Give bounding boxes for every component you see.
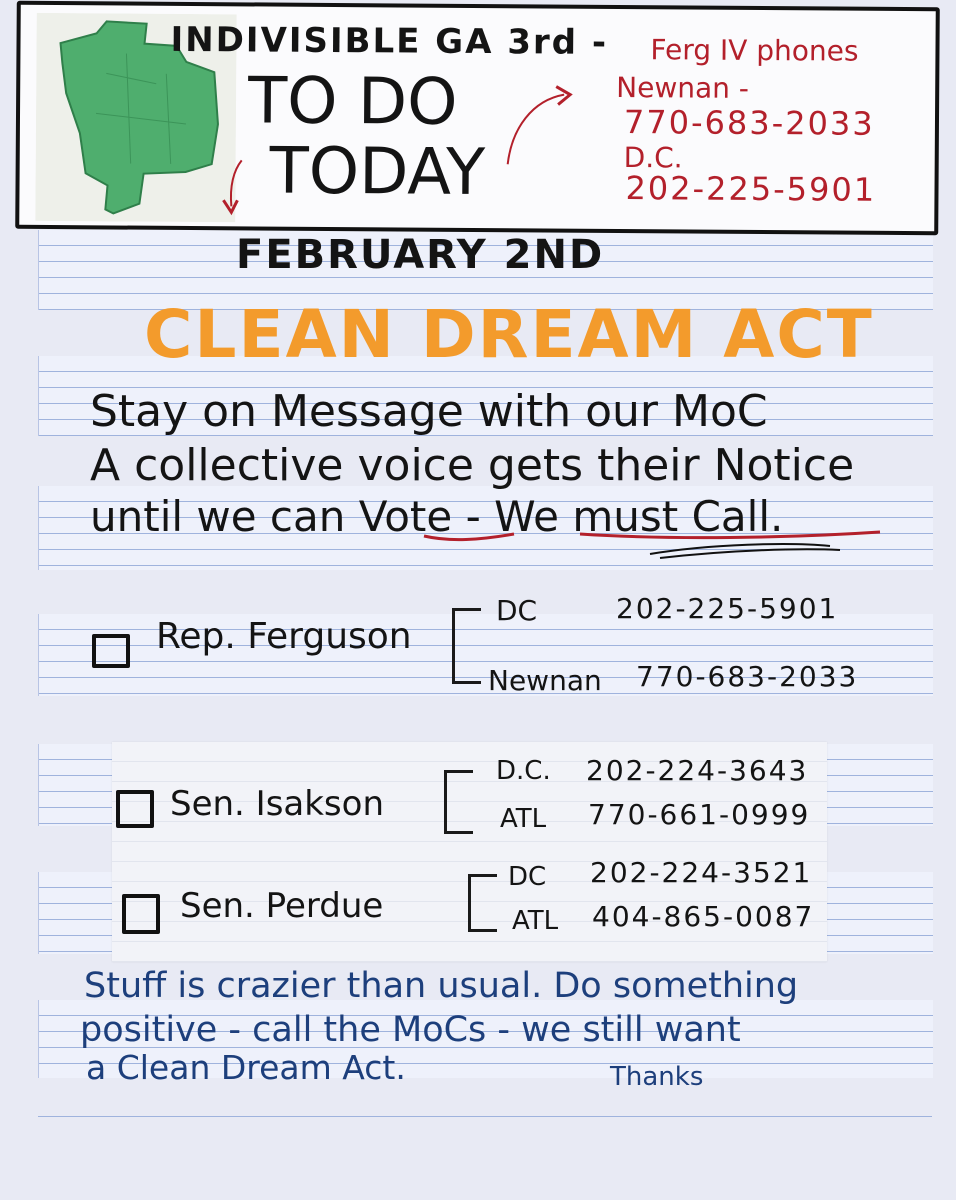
contact-name-ferguson: Rep. Ferguson	[156, 616, 412, 657]
message-vote: Vote	[358, 492, 453, 541]
underline-scribbles	[410, 524, 890, 564]
message-line1: Stay on Message with our MoC	[90, 386, 768, 437]
office-phone-perdue-dc: 202-224-3521	[590, 856, 813, 889]
dc-label: D.C.	[623, 141, 683, 175]
headline: CLEAN DREAM ACT	[144, 296, 874, 373]
date-heading: FEBRUARY 2ND	[236, 232, 605, 278]
newnan-label: Newnan -	[616, 70, 750, 105]
office-label-isakson-atl: ATL	[500, 804, 547, 834]
phones-title: Ferg IV phones	[650, 33, 859, 68]
contact-name-isakson: Sen. Isakson	[170, 784, 384, 824]
office-phone-ferguson-dc: 202-225-5901	[616, 592, 839, 625]
note-line3: a Clean Dream Act.	[86, 1048, 406, 1087]
office-phone-isakson-dc: 202-224-3643	[586, 754, 809, 787]
bracket-ferguson	[452, 608, 481, 684]
message-dash: -	[465, 492, 481, 541]
ruled-line-bottom	[38, 1116, 932, 1117]
note-line2: positive - call the MoCs - we still want	[80, 1010, 741, 1050]
office-label-ferguson-dc: DC	[496, 594, 538, 627]
office-label-isakson-dc: D.C.	[496, 756, 551, 786]
message-line2: A collective voice gets their Notice	[90, 440, 855, 491]
office-phone-isakson-atl: 770-661-0999	[588, 798, 811, 831]
dc-phone: 202-225-5901	[625, 169, 877, 209]
arrow-up-right-icon	[502, 78, 583, 169]
checkbox-perdue[interactable]	[122, 894, 160, 934]
note-line1: Stuff is crazier than usual. Do something	[84, 966, 799, 1006]
todo-title-line2: TODAY	[269, 134, 486, 211]
todo-title-line1: TO DO	[247, 64, 458, 140]
office-label-perdue-atl: ATL	[512, 906, 559, 936]
note-signoff: Thanks	[610, 1062, 704, 1092]
office-label-perdue-dc: DC	[508, 862, 547, 892]
arrow-down-icon	[211, 156, 251, 216]
office-phone-perdue-atl: 404-865-0087	[592, 900, 815, 933]
message-call: Call.	[691, 492, 784, 541]
message-we-must: We must	[494, 492, 679, 541]
checkbox-ferguson[interactable]	[92, 634, 130, 668]
newnan-phone: 770-683-2033	[623, 103, 875, 143]
bracket-perdue	[468, 874, 497, 932]
contact-name-perdue: Sen. Perdue	[180, 886, 384, 926]
checkbox-isakson[interactable]	[116, 790, 154, 828]
office-label-ferguson-newnan: Newnan	[488, 664, 602, 697]
office-phone-ferguson-newnan: 770-683-2033	[636, 660, 859, 693]
header-box	[15, 1, 940, 235]
message-until: until we can	[90, 492, 346, 541]
bracket-isakson	[444, 770, 473, 834]
org-title: INDIVISIBLE GA 3rd -	[170, 19, 609, 63]
